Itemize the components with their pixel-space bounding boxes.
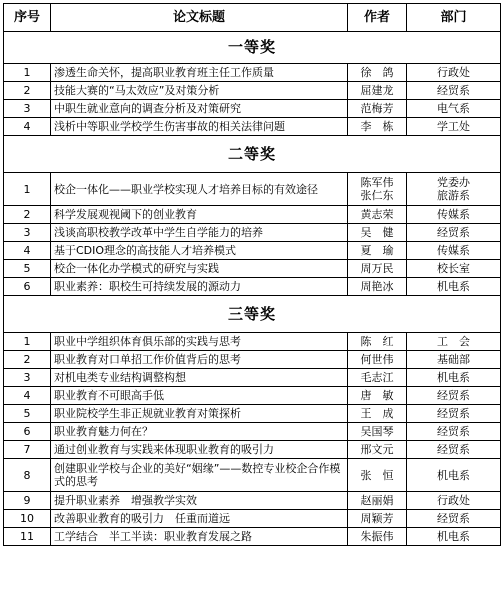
row-number: 11: [20, 530, 34, 543]
row-number-cell: [4, 64, 51, 82]
paper-title: 创建职业学校与企业的美好“姻缘”——数控专业校企合作模式的思考: [54, 462, 341, 488]
author-name-cell: [348, 423, 407, 441]
author-name: 夏 瑜: [360, 244, 394, 257]
department: 经贸系: [437, 226, 470, 239]
author-name: 吴 健: [360, 226, 394, 239]
author-name: 王 成: [360, 407, 394, 420]
paper-title-cell: [51, 118, 348, 136]
department: 经贸系: [437, 443, 470, 456]
section-heading-row: [4, 296, 501, 333]
row-number-cell: [4, 82, 51, 100]
table-row: [4, 260, 501, 278]
paper-title: 职业教育对口单招工作价值背后的思考: [54, 353, 241, 366]
author-name: 陈 红: [360, 335, 394, 348]
author-name-cell: [348, 333, 407, 351]
row-number: 6: [23, 425, 31, 438]
row-number-cell: [4, 369, 51, 387]
row-number-cell: [4, 118, 51, 136]
department: 校长室: [437, 262, 470, 275]
author-name-cell: [348, 278, 407, 296]
department-cell: [407, 492, 501, 510]
row-number: 10: [20, 512, 34, 525]
department-cell: [407, 387, 501, 405]
department-cell: [407, 242, 501, 260]
row-number-cell: [4, 492, 51, 510]
paper-title-cell: [51, 405, 348, 423]
author-name-cell: [348, 260, 407, 278]
paper-title-cell: [51, 528, 348, 546]
department-cell: [407, 224, 501, 242]
row-number: 1: [23, 182, 31, 196]
author-name: 陈军伟: [360, 176, 394, 189]
table-row: [4, 492, 501, 510]
paper-title: 职业素养：职校生可持续发展的源动力: [54, 280, 241, 293]
row-number: 5: [23, 407, 31, 420]
department: 传媒系: [437, 208, 470, 221]
department-cell: [407, 118, 501, 136]
department: 电气系: [437, 102, 470, 115]
header-author: 作者: [348, 4, 407, 32]
paper-title: 技能大赛的“马太效应”及对策分析: [54, 84, 220, 97]
paper-title: 基于CDIO理念的高技能人才培养模式: [54, 244, 237, 257]
row-number: 4: [23, 120, 31, 133]
department: 传媒系: [437, 244, 470, 257]
department-cell: [407, 333, 501, 351]
department: 行政处: [437, 66, 470, 79]
row-number: 4: [23, 389, 31, 402]
row-number-cell: [4, 459, 51, 492]
author-name: 毛志江: [360, 371, 394, 384]
paper-title-cell: [51, 173, 348, 206]
paper-title: 职业院校学生非正规就业教育对策探析: [54, 407, 241, 420]
paper-title-cell: [51, 441, 348, 459]
table-row: [4, 206, 501, 224]
table-row: [4, 173, 501, 206]
paper-title-cell: [51, 369, 348, 387]
section-title: 三等奖: [4, 296, 501, 333]
department-cell: [407, 351, 501, 369]
row-number-cell: [4, 510, 51, 528]
author-name: 吴国琴: [360, 425, 394, 438]
row-number: 1: [23, 66, 31, 79]
section-title: 一等奖: [4, 32, 501, 64]
section-heading-row: [4, 32, 501, 64]
table-row: [4, 369, 501, 387]
department: 经贸系: [437, 425, 470, 438]
author-name: 张 恒: [360, 468, 394, 482]
award-list-document: [3, 3, 500, 546]
author-name-cell: [348, 459, 407, 492]
table-row: [4, 224, 501, 242]
author-name: 邢文元: [360, 443, 394, 456]
row-number-cell: [4, 441, 51, 459]
paper-title: 中职生就业意向的调查分析及对策研究: [54, 102, 241, 115]
table-row: [4, 528, 501, 546]
paper-title-cell: [51, 387, 348, 405]
row-number-cell: [4, 260, 51, 278]
table-header-row: [4, 4, 501, 32]
row-number: 2: [23, 84, 31, 97]
row-number: 8: [23, 468, 31, 482]
row-number-cell: [4, 351, 51, 369]
department: 经贸系: [437, 84, 470, 97]
header-num: 序号: [4, 4, 51, 32]
table-row: [4, 278, 501, 296]
paper-title-cell: [51, 206, 348, 224]
author-name: 周艳冰: [360, 280, 394, 293]
department: 党委办: [437, 176, 470, 189]
paper-title-cell: [51, 224, 348, 242]
row-number: 7: [23, 443, 31, 456]
department-cell: [407, 423, 501, 441]
award-table: [3, 3, 501, 546]
row-number: 3: [23, 226, 31, 239]
header-dept: 部门: [407, 4, 501, 32]
author-name-cell: [348, 206, 407, 224]
row-number: 9: [23, 494, 31, 507]
row-number-cell: [4, 224, 51, 242]
department: 机电系: [437, 280, 470, 293]
author-name: 周颖芳: [360, 512, 394, 525]
table-row: [4, 118, 501, 136]
department-cell: [407, 206, 501, 224]
author-name-cell: [348, 100, 407, 118]
paper-title: 校企一体化——职业学校实现人才培养目标的有效途径: [54, 182, 318, 196]
row-number-cell: [4, 387, 51, 405]
author-name: 赵丽娟: [360, 494, 394, 507]
author-name-cell: [348, 405, 407, 423]
department-cell: [407, 441, 501, 459]
author-name: 何世伟: [360, 353, 394, 366]
table-row: [4, 459, 501, 492]
paper-title-cell: [51, 510, 348, 528]
department: 经贸系: [437, 512, 470, 525]
paper-title-cell: [51, 260, 348, 278]
table-row: [4, 387, 501, 405]
department: 经贸系: [437, 407, 470, 420]
table-row: [4, 242, 501, 260]
author-name: 徐 鸽: [360, 66, 394, 79]
paper-title: 通过创业教育与实践来体现职业教育的吸引力: [54, 443, 274, 456]
author-name-cell: [348, 242, 407, 260]
paper-title: 渗透生命关怀，提高职业教育班主任工作质量: [54, 66, 274, 79]
department: 机电系: [437, 371, 470, 384]
table-row: [4, 351, 501, 369]
paper-title: 改善职业教育的吸引力 任重而道远: [54, 512, 230, 525]
section-title: 二等奖: [4, 136, 501, 173]
author-name: 朱振伟: [360, 530, 394, 543]
author-name-second: 张仁东: [360, 189, 394, 202]
paper-title: 科学发展观视阈下的创业教育: [54, 208, 197, 221]
row-number-cell: [4, 423, 51, 441]
paper-title-cell: [51, 459, 348, 492]
author-name-cell: [348, 82, 407, 100]
row-number-cell: [4, 242, 51, 260]
author-name-cell: [348, 224, 407, 242]
author-name-cell: [348, 528, 407, 546]
paper-title-cell: [51, 100, 348, 118]
paper-title: 浅谈高职校教学改革中学生自学能力的培养: [54, 226, 263, 239]
department-cell: [407, 64, 501, 82]
department: 行政处: [437, 494, 470, 507]
row-number: 1: [23, 335, 31, 348]
department-cell: [407, 459, 501, 492]
paper-title-cell: [51, 333, 348, 351]
department-cell: [407, 528, 501, 546]
author-name: 唐 敏: [360, 389, 394, 402]
department-cell: [407, 405, 501, 423]
table-row: [4, 423, 501, 441]
paper-title: 校企一体化办学模式的研究与实践: [54, 262, 219, 275]
author-name-cell: [348, 173, 407, 206]
department: 基础部: [437, 353, 470, 366]
table-row: [4, 82, 501, 100]
row-number: 2: [23, 208, 31, 221]
paper-title: 提升职业素养 增强教学实效: [54, 494, 197, 507]
department: 机电系: [437, 468, 470, 482]
paper-title: 工学结合 半工半读：职业教育发展之路: [54, 530, 252, 543]
row-number-cell: [4, 278, 51, 296]
author-name: 黄志荣: [360, 208, 394, 221]
author-name-cell: [348, 351, 407, 369]
row-number-cell: [4, 333, 51, 351]
department-cell: [407, 260, 501, 278]
department-cell: [407, 278, 501, 296]
row-number: 3: [23, 371, 31, 384]
author-name-cell: [348, 369, 407, 387]
row-number-cell: [4, 405, 51, 423]
author-name: 李 栋: [360, 120, 394, 133]
department-cell: [407, 100, 501, 118]
row-number: 4: [23, 244, 31, 257]
department-cell: [407, 369, 501, 387]
table-row: [4, 441, 501, 459]
department: 学工处: [437, 120, 470, 133]
department-cell: [407, 510, 501, 528]
table-row: [4, 64, 501, 82]
paper-title-cell: [51, 64, 348, 82]
table-body: [4, 32, 501, 546]
table-row: [4, 510, 501, 528]
row-number-cell: [4, 100, 51, 118]
paper-title: 职业教育魅力何在？: [54, 425, 153, 438]
row-number: 2: [23, 353, 31, 366]
author-name-cell: [348, 64, 407, 82]
paper-title-cell: [51, 492, 348, 510]
paper-title-cell: [51, 423, 348, 441]
author-name-cell: [348, 492, 407, 510]
row-number: 6: [23, 280, 31, 293]
table-row: [4, 333, 501, 351]
author-name: 屈建龙: [360, 84, 394, 97]
author-name-cell: [348, 387, 407, 405]
department: 工 会: [437, 335, 470, 348]
department-cell: [407, 82, 501, 100]
header-title: 论文标题: [51, 4, 348, 32]
paper-title-cell: [51, 242, 348, 260]
author-name: 范梅芳: [360, 102, 394, 115]
paper-title: 职业中学组织体育俱乐部的实践与思考: [54, 335, 241, 348]
row-number: 3: [23, 102, 31, 115]
author-name: 周万民: [360, 262, 394, 275]
row-number-cell: [4, 173, 51, 206]
table-row: [4, 405, 501, 423]
author-name-cell: [348, 510, 407, 528]
department: 经贸系: [437, 389, 470, 402]
author-name-cell: [348, 118, 407, 136]
paper-title-cell: [51, 278, 348, 296]
department-second: 旅游系: [437, 189, 470, 202]
paper-title: 浅析中等职业学校学生伤害事故的相关法律问题: [54, 120, 285, 133]
row-number: 5: [23, 262, 31, 275]
row-number-cell: [4, 206, 51, 224]
author-name-cell: [348, 441, 407, 459]
paper-title-cell: [51, 351, 348, 369]
paper-title: 对机电类专业结构调整构想: [54, 371, 186, 384]
section-heading-row: [4, 136, 501, 173]
paper-title: 职业教育不可眼高手低: [54, 389, 164, 402]
table-row: [4, 100, 501, 118]
department: 机电系: [437, 530, 470, 543]
paper-title-cell: [51, 82, 348, 100]
department-cell: [407, 173, 501, 206]
row-number-cell: [4, 528, 51, 546]
